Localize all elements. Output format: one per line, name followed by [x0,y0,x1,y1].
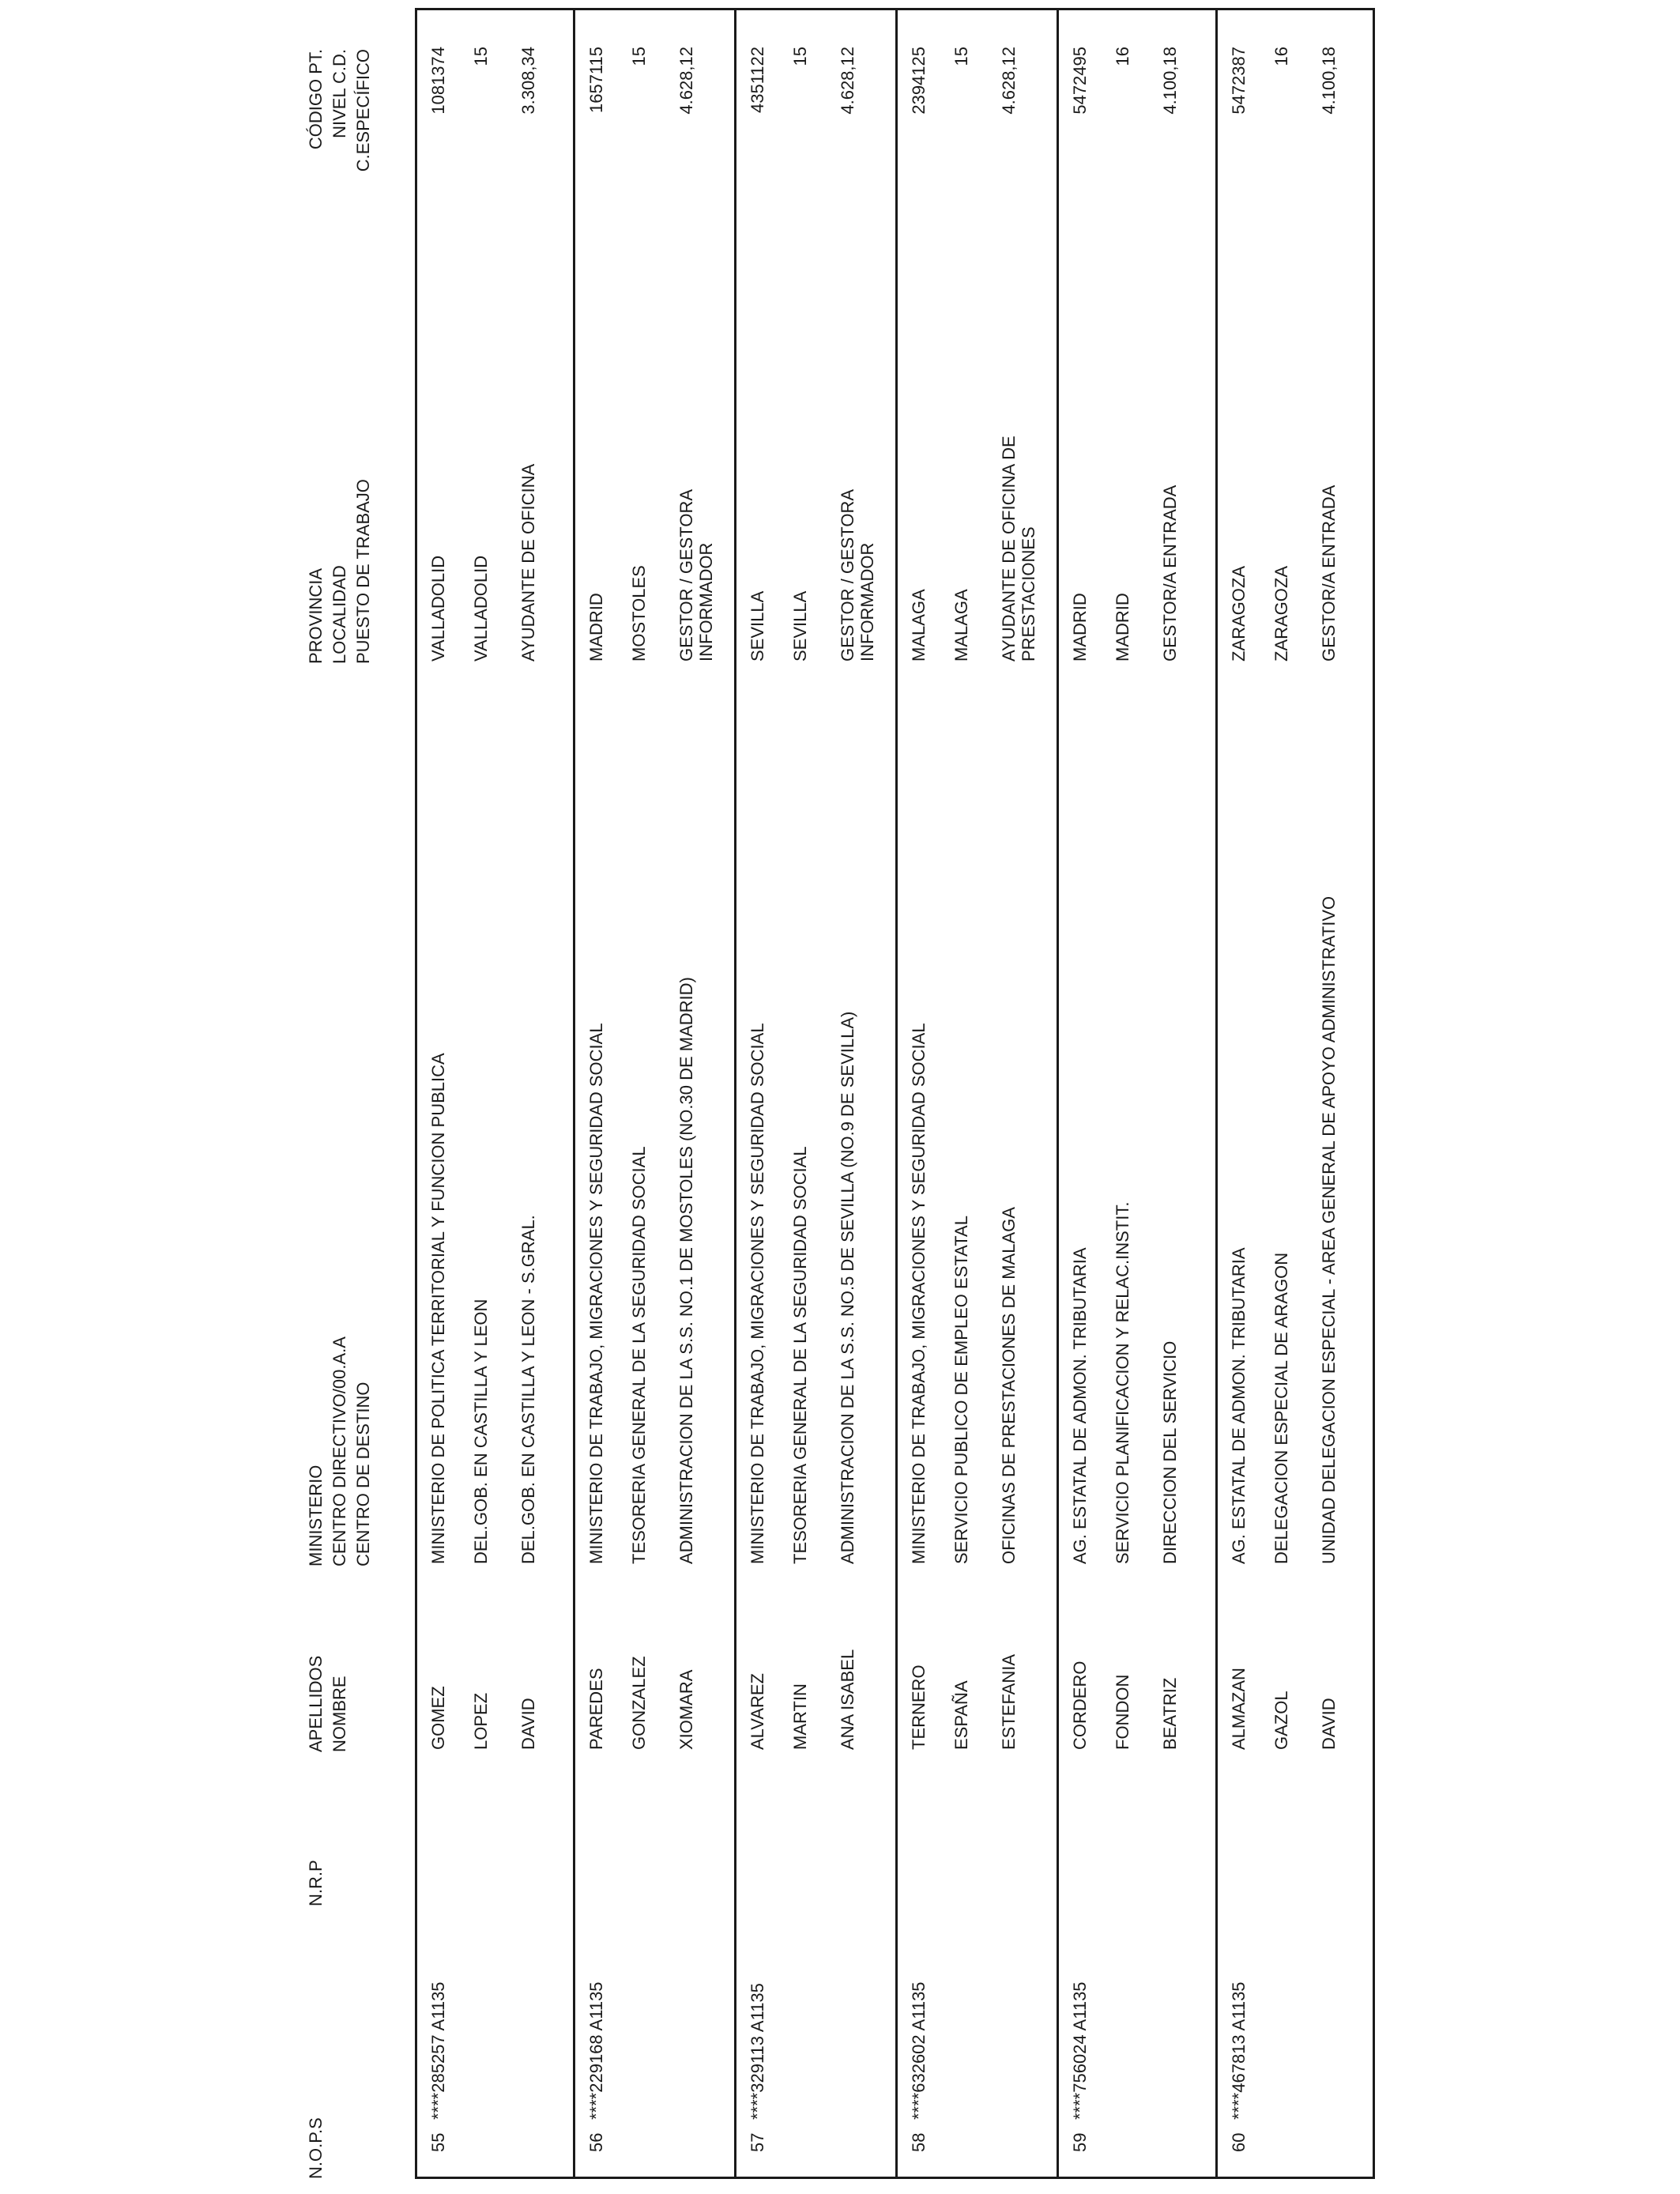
record-name: XIOMARA [676,1669,696,1750]
record-center: AG. ESTATAL DE ADMON. TRIBUTARIA [1070,1247,1090,1564]
record-location: ZARAGOZA [1229,565,1249,662]
record-code: 16 [1271,47,1291,66]
table-row [1059,10,1218,2177]
record-name: GOMEZ [428,1686,448,1750]
record-location: VALLADOLID [471,555,491,662]
table-row [736,10,898,2177]
record-name: PAREDES [586,1668,606,1750]
record-name: CORDERO [1070,1661,1090,1750]
record-center: TESORERIA GENERAL DE LA SEGURIDAD SOCIAL [629,1146,649,1564]
record-location: MOSTOLES [629,565,649,662]
record-location: GESTOR/A ENTRADA [1160,484,1180,662]
record-code: 5472495 [1070,47,1090,115]
record-code: 15 [471,47,491,66]
header-codigo [304,49,375,196]
record-code: 5472387 [1229,47,1249,115]
record-location: GESTOR/A ENTRADA [1319,484,1339,662]
record-center: SERVICIO PUBLICO DE EMPLEO ESTATAL [951,1216,971,1564]
record-center: DEL.GOB. EN CASTILLA Y LEON [471,1299,491,1564]
record-nrp: ****756024 A1135 [1070,1981,1090,2120]
record-code: 3.308,34 [518,47,538,115]
record-code: 16 [1113,47,1132,66]
record-nops: 55 [428,2132,448,2152]
record-center: UNIDAD DELEGACION ESPECIAL - AREA GENERAL DE APOYO ADMINISTRATIVO [1319,895,1339,1564]
record-name: ESPAÑA [951,1680,971,1750]
header-centro-directivo-label: CENTRO DIRECTIVO/00.A.A [330,1336,349,1566]
record-name: DAVID [518,1698,538,1750]
header-nrp [304,1860,328,1906]
record-location: AYUDANTE DE OFICINA [518,463,538,662]
record-name: LOPEZ [471,1692,491,1750]
header-puesto-label: PUESTO DE TRABAJO [353,479,373,664]
header-especifico-label: C.ESPECÍFICO [353,49,373,172]
header-nops-label: N.O.P.S [306,2117,326,2179]
record-code: 2394125 [909,47,929,115]
record-nops: 58 [909,2132,929,2152]
table-row [417,10,575,2177]
record-center: OFICINAS DE PRESTACIONES DE MALAGA [999,1207,1019,1564]
record-code: 4.628,12 [676,47,696,115]
record-code: 4.100,18 [1160,47,1180,115]
header-provincia [304,479,375,664]
header-nombre-label: NOMBRE [330,1676,349,1752]
record-code: 4.628,12 [999,47,1019,115]
record-name: ANA ISABEL [838,1649,857,1750]
record-location: SEVILLA [748,590,767,662]
record-nrp: ****285257 A1135 [428,1981,448,2120]
record-center: MINISTERIO DE POLITICA TERRITORIAL Y FUNCION PUBLICA [428,1053,448,1564]
table-row [575,10,736,2177]
record-code: 15 [629,47,649,66]
record-code: 4.628,12 [838,47,857,115]
record-center: DEL.GOB. EN CASTILLA Y LEON - S.GRAL. [518,1215,538,1564]
table-row [1218,10,1373,2177]
record-location: MALAGA [909,589,929,662]
record-center: DELEGACION ESPECIAL DE ARAGON [1271,1252,1291,1564]
record-nops: 60 [1229,2132,1249,2152]
record-nops: 57 [748,2132,767,2152]
record-location: MADRID [586,593,606,662]
record-name: BEATRIZ [1160,1677,1180,1750]
record-name: GONZALEZ [629,1656,649,1750]
record-center: MINISTERIO DE TRABAJO, MIGRACIONES Y SEGURIDAD SOCIAL [909,1023,929,1564]
record-center: MINISTERIO DE TRABAJO, MIGRACIONES Y SEGURIDAD SOCIAL [748,1023,767,1564]
header-nops [304,2117,328,2179]
record-nrp: ****229168 A1135 [586,1981,606,2120]
record-name: ALVAREZ [748,1673,767,1750]
record-nrp: ****329113 A1135 [748,1983,767,2120]
record-location: MADRID [1113,593,1132,662]
record-center: SERVICIO PLANIFICACION Y RELAC.INSTIT. [1113,1201,1132,1564]
record-location: SEVILLA [790,590,810,662]
record-name: ALMAZAN [1229,1668,1249,1750]
record-code: 4.100,18 [1319,47,1339,115]
record-location: GESTOR / GESTORA INFORMADOR [676,490,716,662]
record-center: TESORERIA GENERAL DE LA SEGURIDAD SOCIAL [790,1146,810,1564]
header-nrp-label: N.R.P [306,1860,326,1906]
header-codigo-label: CÓDIGO PT. [306,49,326,150]
record-code: 15 [790,47,810,66]
record-name: MARTIN [790,1683,810,1750]
record-name: TERNERO [909,1664,929,1750]
table-row [898,10,1059,2177]
header-nivel-label: NIVEL C.D. [330,49,349,138]
record-nops: 59 [1070,2132,1090,2152]
record-nops: 56 [586,2132,606,2152]
record-location: MALAGA [951,589,971,662]
record-center: ADMINISTRACION DE LA S.S. NO.1 DE MOSTOLES (NO.30 DE MADRID) [676,977,696,1564]
header-provincia-label: PROVINCIA [306,567,326,664]
record-center: DIRECCION DEL SERVICIO [1160,1340,1180,1564]
record-code: 15 [951,47,971,66]
record-center: ADMINISTRACION DE LA S.S. NO.5 DE SEVILLA (NO.9 DE SEVILLA) [838,1011,857,1564]
record-center: AG. ESTATAL DE ADMON. TRIBUTARIA [1229,1247,1249,1564]
record-nrp: ****467813 A1135 [1229,1981,1249,2120]
header-centro-destino-label: CENTRO DE DESTINO [353,1382,373,1566]
header-localidad-label: LOCALIDAD [330,565,349,664]
header-ministerio-label: MINISTERIO [306,1465,326,1566]
record-center: MINISTERIO DE TRABAJO, MIGRACIONES Y SEGURIDAD SOCIAL [586,1023,606,1564]
record-location: VALLADOLID [428,555,448,662]
record-name: FONDON [1113,1674,1132,1750]
record-code: 1657115 [586,47,606,114]
record-code: 1081374 [428,47,448,115]
header-ministerio [304,1336,375,1566]
record-name: ESTEFANIA [999,1653,1019,1750]
record-nrp: ****632602 A1135 [909,1981,929,2120]
record-location: MADRID [1070,593,1090,662]
record-name: DAVID [1319,1698,1339,1750]
records-table [415,8,1375,2179]
record-code: 4351122 [748,47,767,114]
record-name: GAZOL [1271,1691,1291,1750]
header-apellidos-label: APELLIDOS [306,1655,326,1752]
record-location: AYUDANTE DE OFICINA DE PRESTACIONES [999,435,1038,662]
record-location: GESTOR / GESTORA INFORMADOR [838,490,877,662]
header-apellidos [304,1656,352,1752]
record-location: ZARAGOZA [1271,565,1291,662]
